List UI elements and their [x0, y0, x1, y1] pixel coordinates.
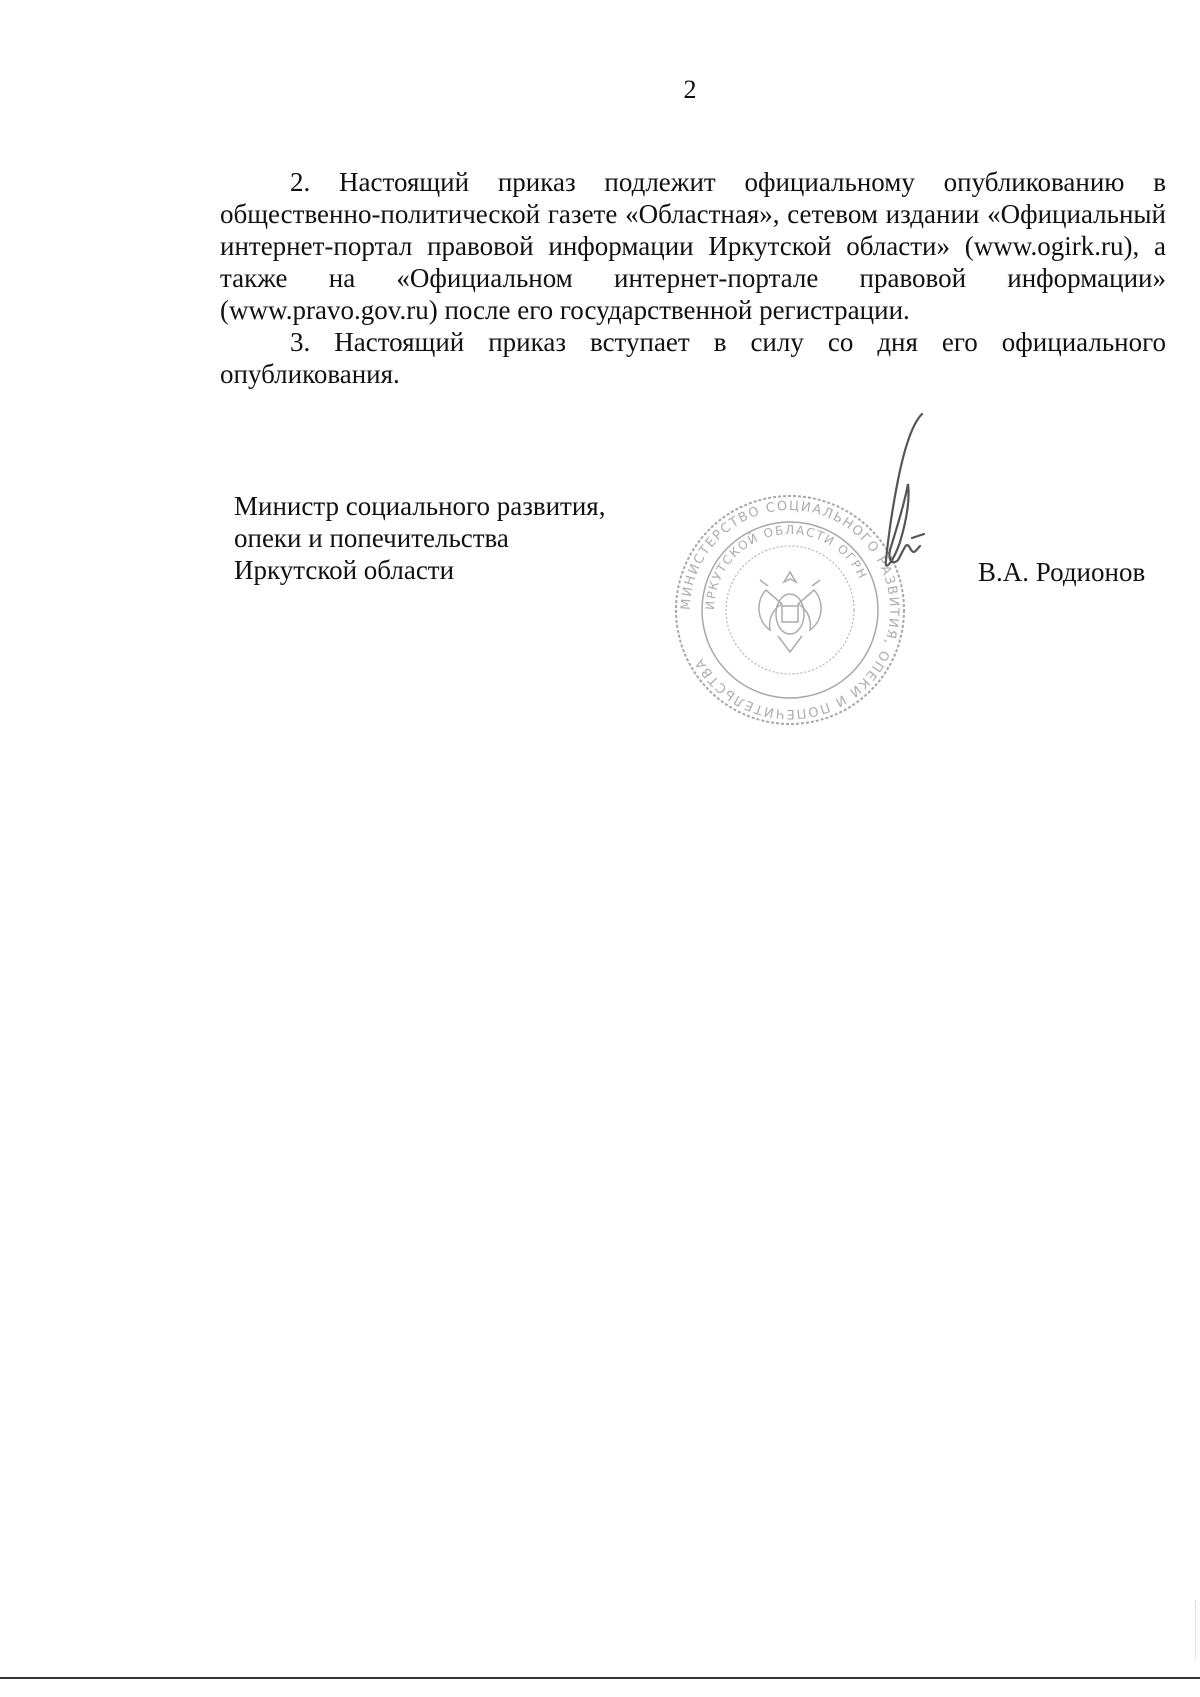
- paragraph-effective-date: 3. Настоящий приказ вступает в силу со дня его официального опубликования.: [220, 327, 1166, 389]
- signer-title-line: Иркутской области: [234, 555, 455, 585]
- coat-of-arms-icon: [759, 572, 821, 652]
- signer-title: [234, 490, 605, 586]
- scan-edge-mark: [1195, 1600, 1196, 1660]
- signer-name: В.А. Родионов: [978, 557, 1146, 587]
- signer-title-line: Министр социального развития,: [234, 491, 606, 521]
- signer-title-line: опеки и попечительства: [234, 523, 509, 553]
- page-bottom-rule: [0, 1677, 1200, 1679]
- seal-inner-text: ИРКУТСКОЙ ОБЛАСТИ ОГРН: [702, 522, 871, 611]
- document-body: [220, 166, 1166, 390]
- page-number: 2: [683, 75, 697, 104]
- handwritten-signature: [860, 410, 940, 600]
- paragraph-publication: 2. Настоящий приказ подлежит официальному опубликованию в общественно-политической газете «Областная», сетевом издании «Официальный интернет-портал правовой информации Иркутской области» (www.ogirk.ru), а также на «Официальном интернет-портале правовой информации» (www.pravo.gov.ru) после его государственной регистрации.: [220, 167, 1166, 325]
- signature-block: [0, 490, 1200, 770]
- seal-outer-text: МИНИСТЕРСТВО СОЦИАЛЬНОГО РАЗВИТИЯ, ОПЕКИ И ПОПЕЧИТЕЛЬСТВА: [678, 498, 902, 722]
